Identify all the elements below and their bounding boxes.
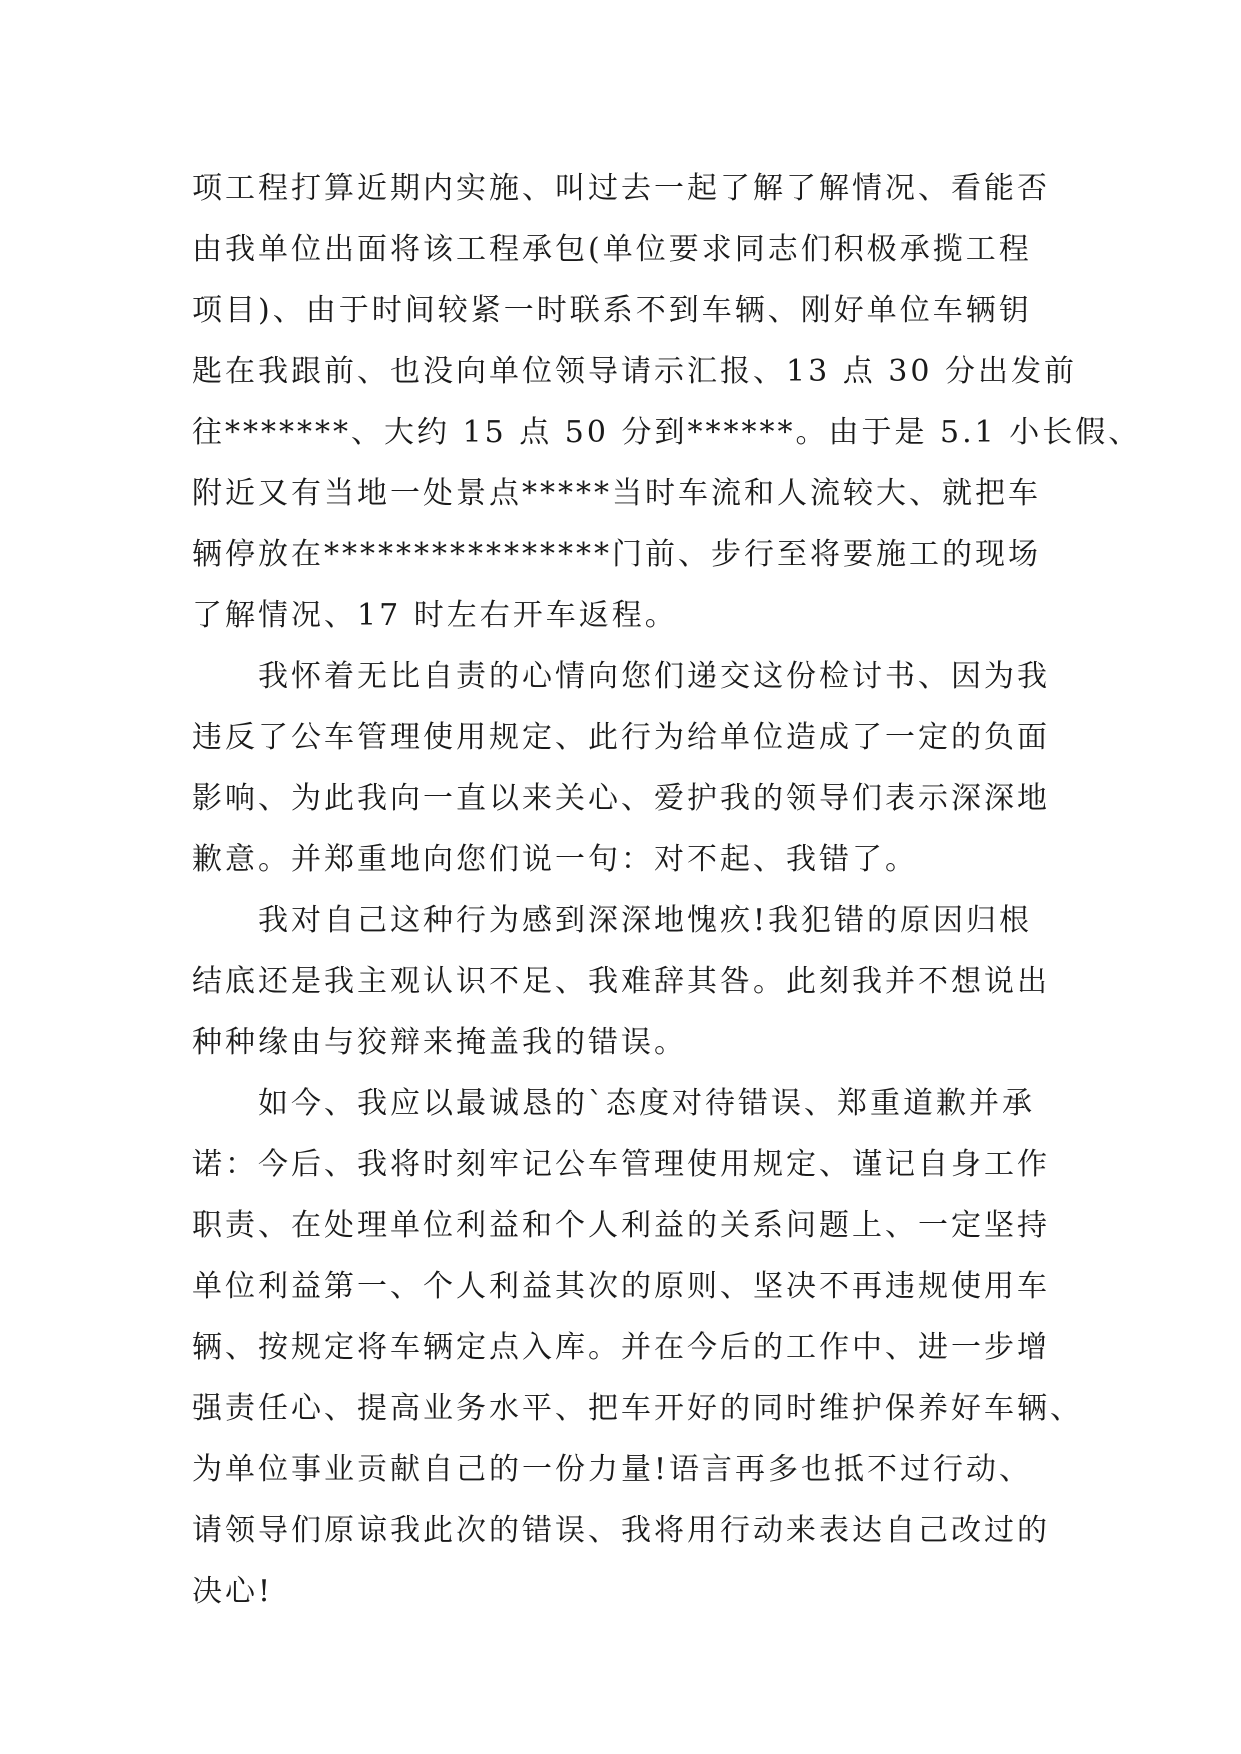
text-line: 了解情况、17 时左右开车返程。 <box>192 598 678 633</box>
text-line: 辆停放在****************门前、步行至将要施工的现场 <box>192 537 1041 572</box>
text-line: 我怀着无比自责的心情向您们递交这份检讨书、因为我 <box>192 659 1050 694</box>
document-body <box>192 158 1142 1622</box>
text-line: 往*******、大约 15 点 50 分到******。由于是 5.1 小长假、 <box>192 415 1142 450</box>
text-line: 由我单位出面将该工程承包(单位要求同志们积极承揽工程 <box>192 232 1032 267</box>
text-line: 如今、我应以最诚恳的`态度对待错误、郑重道歉并承 <box>192 1086 1035 1121</box>
text-line: 种种缘由与狡辩来掩盖我的错误。 <box>192 1025 687 1060</box>
text-line: 为单位事业贡献自己的一份力量!语言再多也抵不过行动、 <box>192 1452 1033 1487</box>
text-line: 歉意。并郑重地向您们说一句：对不起、我错了。 <box>192 842 918 877</box>
text-line: 请领导们原谅我此次的错误、我将用行动来表达自己改过的 <box>192 1513 1050 1548</box>
text-line: 强责任心、提高业务水平、把车开好的同时维护保养好车辆、 <box>192 1391 1083 1426</box>
text-line: 违反了公车管理使用规定、此行为给单位造成了一定的负面 <box>192 720 1050 755</box>
text-line: 单位利益第一、个人利益其次的原则、坚决不再违规使用车 <box>192 1269 1050 1304</box>
text-line: 影响、为此我向一直以来关心、爱护我的领导们表示深深地 <box>192 781 1050 816</box>
text-line: 项目)、由于时间较紧一时联系不到车辆、刚好单位车辆钥 <box>192 293 1032 328</box>
text-line: 职责、在处理单位利益和个人利益的关系问题上、一定坚持 <box>192 1208 1050 1243</box>
text-line: 诺：今后、我将时刻牢记公车管理使用规定、谨记自身工作 <box>192 1147 1050 1182</box>
text-line: 决心! <box>192 1574 274 1609</box>
text-line: 结底还是我主观认识不足、我难辞其咎。此刻我并不想说出 <box>192 964 1050 999</box>
text-line: 附近又有当地一处景点*****当时车流和人流较大、就把车 <box>192 476 1041 511</box>
text-line: 匙在我跟前、也没向单位领导请示汇报、13 点 30 分出发前 <box>192 354 1077 389</box>
text-line: 辆、按规定将车辆定点入库。并在今后的工作中、进一步增 <box>192 1330 1050 1365</box>
text-line: 项工程打算近期内实施、叫过去一起了解了解情况、看能否 <box>192 171 1050 206</box>
text-line: 我对自己这种行为感到深深地愧疚!我犯错的原因归根 <box>192 903 1033 938</box>
